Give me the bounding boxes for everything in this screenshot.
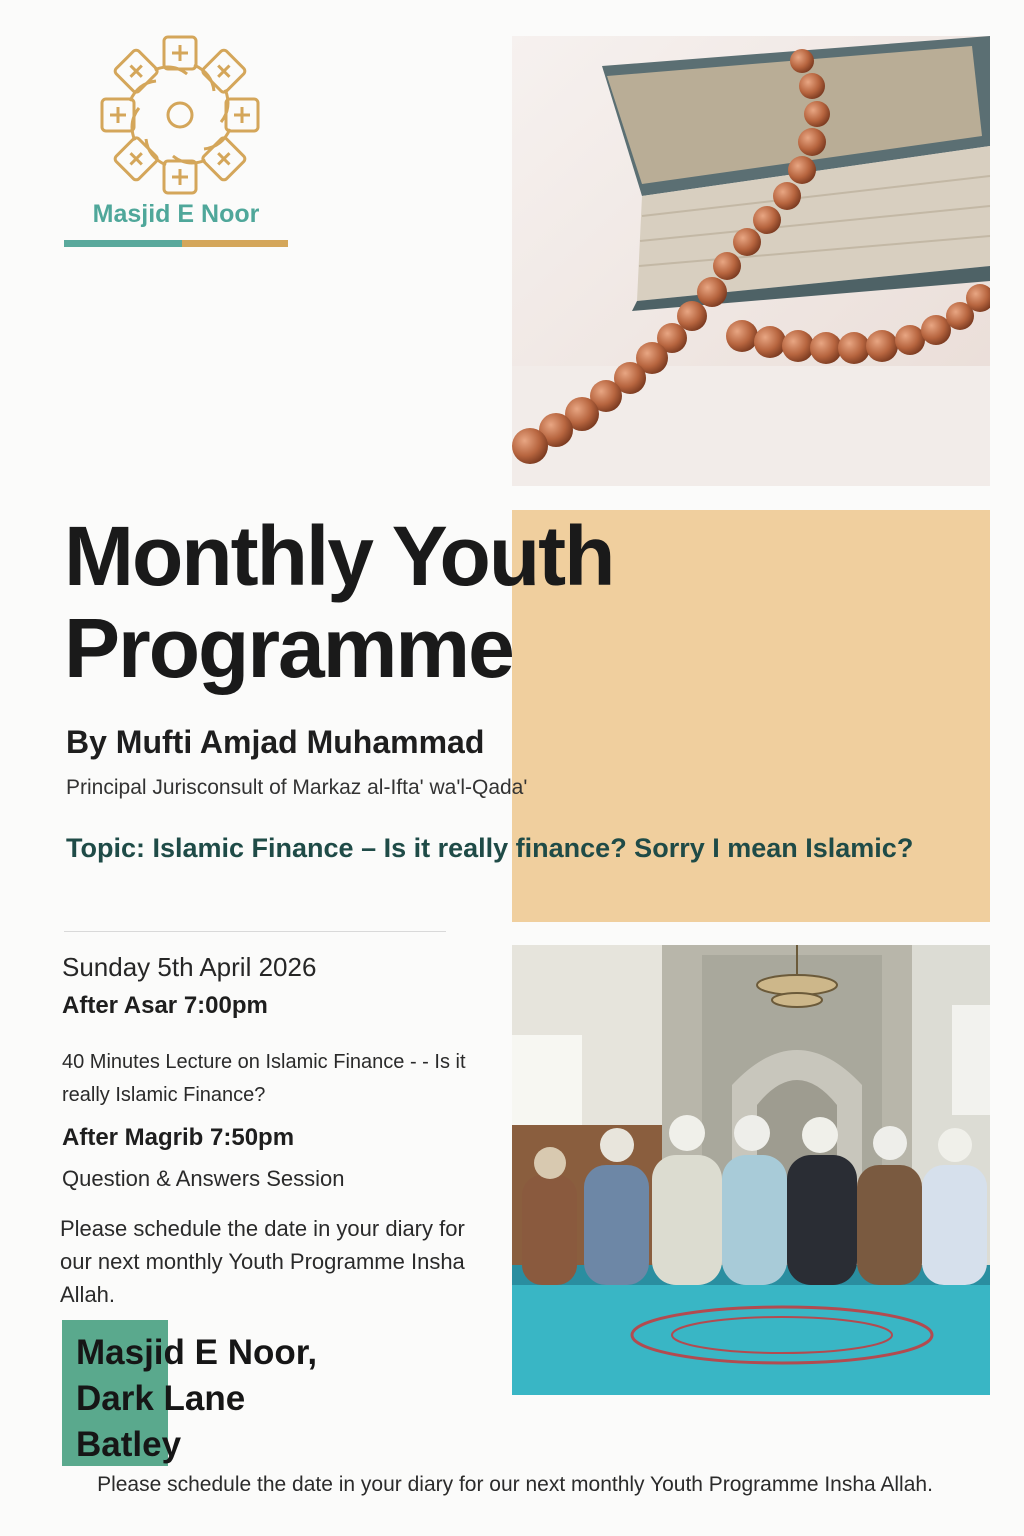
logo-name: Masjid E Noor — [92, 200, 260, 228]
speaker-role: Principal Jurisconsult of Markaz al-Ifta' wa'l-Qada' — [66, 776, 528, 799]
page-title — [64, 510, 784, 694]
event-date: Sunday 5th April 2026 — [62, 952, 317, 982]
title-line-1: Monthly Youth — [64, 509, 614, 603]
address-line-3: Batley — [76, 1425, 182, 1464]
divider — [64, 931, 446, 932]
quran-beads-image — [512, 36, 990, 486]
topic-text: Topic: Islamic Finance – Is it really finance? Sorry I mean Islamic? — [66, 833, 914, 863]
mosque-prayer-image — [512, 945, 990, 1395]
footer-note: Please schedule the date in your diary for our next monthly Youth Programme Insha Allah. — [97, 1473, 933, 1496]
session1-time: After Asar 7:00pm — [62, 992, 268, 1019]
address — [76, 1330, 317, 1468]
address-line-1: Masjid E Noor, — [76, 1333, 318, 1372]
title-line-2: Programme — [64, 601, 513, 695]
speaker-name: By Mufti Amjad Muhammad — [66, 724, 485, 760]
session2-time: After Magrib 7:50pm — [62, 1124, 295, 1151]
address-line-2: Dark Lane — [76, 1379, 246, 1418]
schedule-note: Please schedule the date in your diary for our next monthly Youth Programme Insha Allah. — [60, 1216, 465, 1307]
session2-description: Question & Answers Session — [62, 1166, 345, 1191]
logo-underline — [64, 240, 288, 247]
session1-description: 40 Minutes Lecture on Islamic Finance - - Is it really Islamic Finance? — [62, 1051, 466, 1106]
masjid-logo-icon — [95, 30, 265, 200]
